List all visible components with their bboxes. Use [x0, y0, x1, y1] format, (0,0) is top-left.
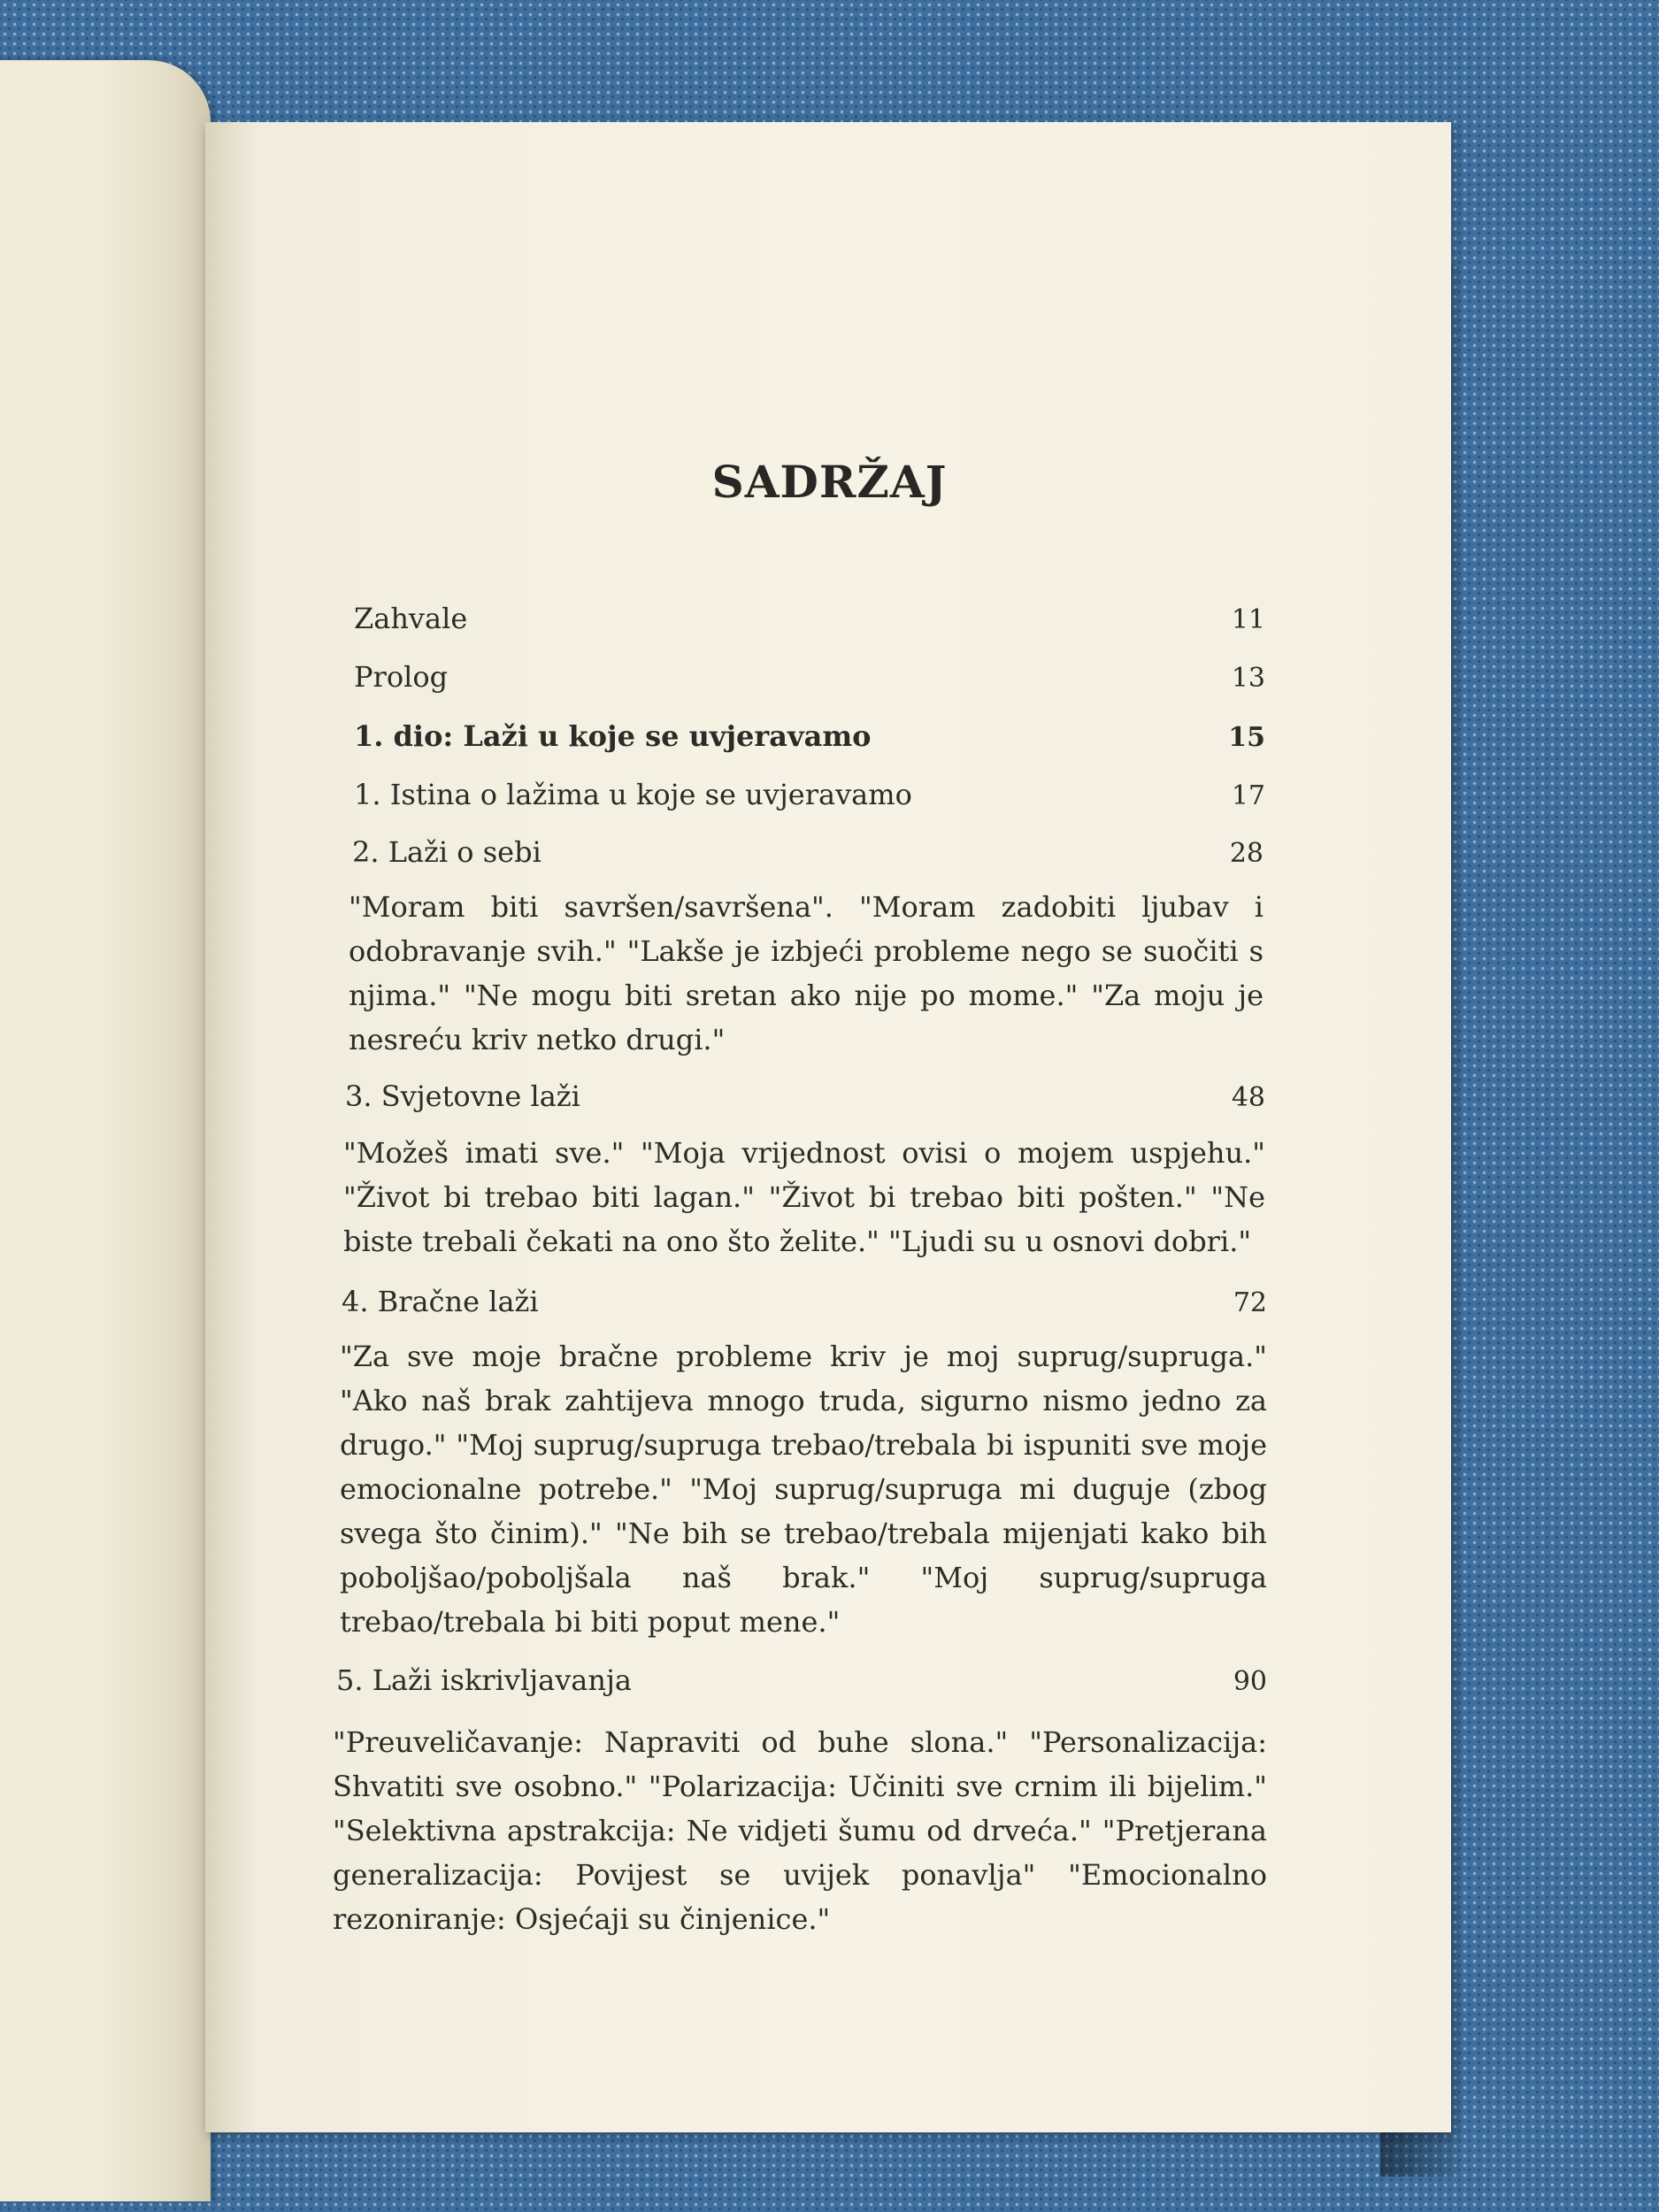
toc-entry-chapter-3	[345, 1079, 1265, 1113]
toc-entry-label: 5. Laži iskrivljavanja	[336, 1663, 632, 1697]
toc-entry-chapter-4	[342, 1285, 1267, 1318]
toc-entry-page: 15	[1228, 722, 1265, 753]
toc-entry-zahvale	[354, 602, 1265, 635]
toc-entry-label: 4. Bračne laži	[342, 1285, 539, 1318]
toc-entry-page: 28	[1229, 838, 1263, 869]
toc-entry-page: 90	[1233, 1666, 1267, 1697]
toc-entry-description: "Za sve moje bračne probleme kriv je moj suprug/supruga." "Ako naš brak zahtijeva mnogo truda, sigurno nismo jedno za drugo." "Moj suprug/supruga trebao/trebala bi ispuniti sve moje emocionalne potrebe." "Moj suprug/supruga mi duguje (zbog svega što činim)." "Ne bih se trebao/trebala mijenjati kako bih poboljšao/poboljšala naš brak." "Moj suprug/supruga trebao/trebala bi biti poput mene."	[340, 1340, 1267, 1639]
toc-entry-page: 17	[1231, 780, 1265, 811]
left-page	[0, 60, 211, 2201]
toc-entry-description: "Možeš imati sve." "Moja vrijednost ovisi o mojem uspjehu." "Život bi trebao biti lagan." "Život bi trebao biti pošten." "Ne biste trebali čekati na ono što želite." "Ljudi su u osnovi dobri."	[343, 1136, 1265, 1258]
toc-entry-page: 13	[1231, 663, 1265, 694]
toc-entry-description: "Moram biti savršen/savršena". "Moram zadobiti ljubav i odobravanje svih." "Lakše je izbjeći probleme nego se suočiti s njima." "Ne mogu biti sretan ako nije po mome." "Za moju je nesreću kriv netko drugi."	[349, 890, 1263, 1056]
toc-entry-chapter-1	[354, 778, 1265, 811]
toc-entry-label: 2. Laži o sebi	[352, 835, 541, 869]
toc-entry-page: 11	[1231, 604, 1265, 635]
toc-entry-label: Prolog	[354, 660, 449, 694]
toc-entry-label: 3. Svjetovne laži	[345, 1079, 580, 1113]
toc-entry-chapter-5	[336, 1663, 1267, 1697]
toc-entry-label: 1. Istina o lažima u koje se uvjeravamo	[354, 778, 912, 811]
toc-entry-chapter-2	[352, 835, 1263, 869]
toc-entry-label: 1. dio: Laži u koje se uvjeravamo	[354, 719, 872, 753]
toc-entry-part-1	[354, 719, 1265, 753]
toc-entry-page: 48	[1231, 1082, 1265, 1113]
toc-entry-prolog	[354, 660, 1265, 694]
toc-entry-page: 72	[1233, 1287, 1267, 1318]
toc-entry-label: Zahvale	[354, 602, 468, 635]
page-title: SADRŽAJ	[711, 456, 948, 508]
toc-entry-description: "Preuveličavanje: Napraviti od buhe slona." "Personalizacija: Shvatiti sve osobno." "Polarizacija: Učiniti sve crnim ili bijelim." "Selektivna apstrakcija: Ne vidjeti šumu od drveća." "Pretjerana generalizacija: Povijest se uvijek ponavlja" "Emocionalno rezoniranje: Osjećaji su činjenice."	[333, 1725, 1267, 1936]
